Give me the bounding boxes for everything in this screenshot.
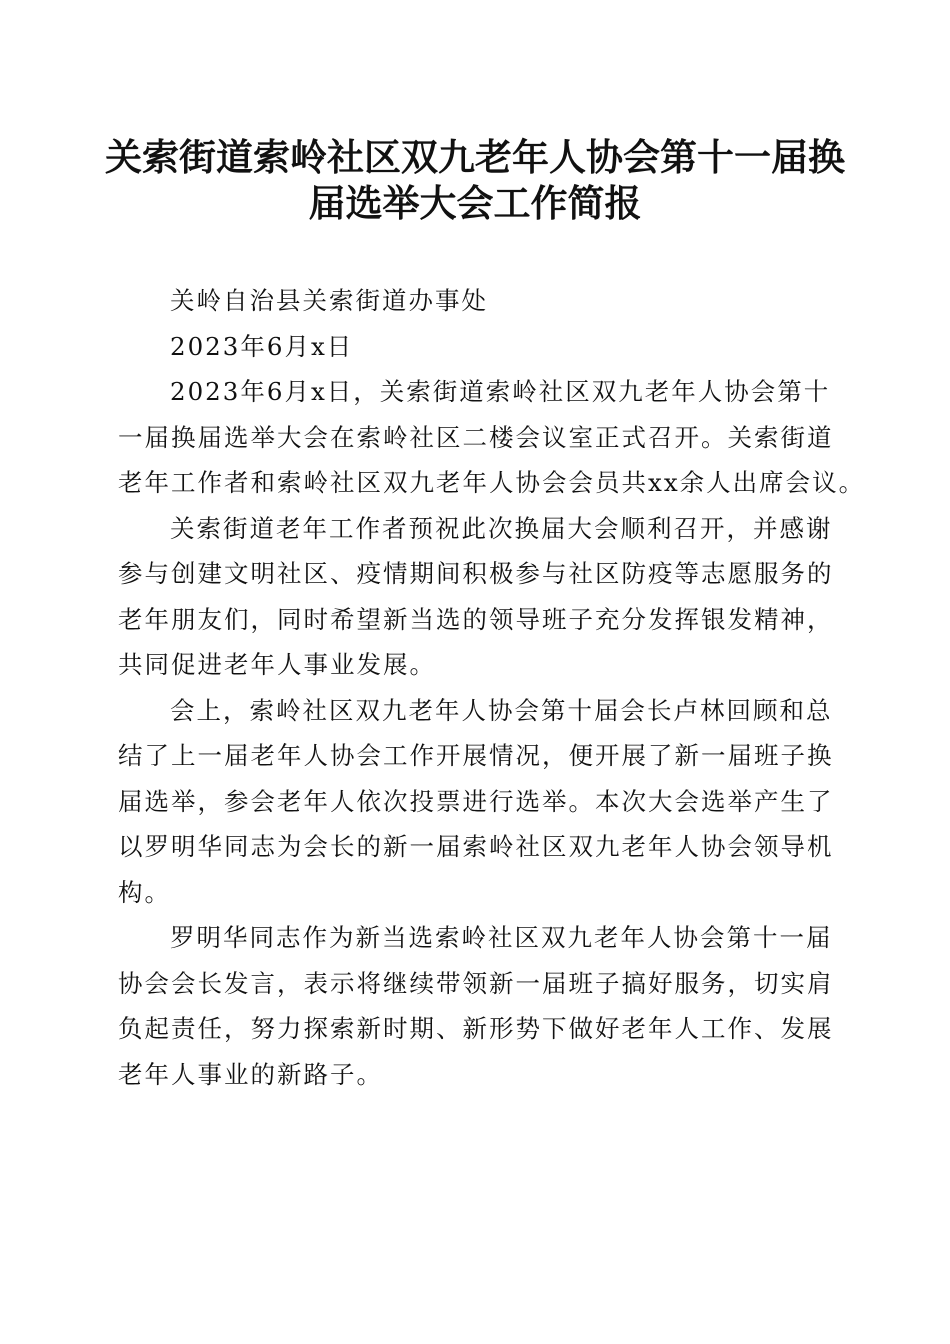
document-body [118,278,866,1097]
paragraph-line: 协会会长发言，表示将继续带领新一届班子搞好服务，切实肩 [118,968,834,998]
document-title [100,134,850,226]
paragraph-line: 老年工作者和索岭社区双九老年人协会会员共xx余人出席会议。 [118,468,866,497]
paragraph-line: 以罗明华同志为会长的新一届索岭社区双九老年人协会领导机 [118,832,834,861]
paragraph-line: 负起责任，努力探索新时期、新形势下做好老年人工作、发展 [118,1014,834,1043]
paragraph-line: 结了上一届老年人协会工作开展情况，便开展了新一届班子换 [118,741,834,770]
paragraph-line: 老年人事业的新路子。 [118,1059,383,1089]
paragraph-line: 参与创建文明社区、疫情期间积极参与社区防疫等志愿服务的 [118,559,834,588]
title-line: 届选举大会工作简报 [308,181,642,225]
issuer-line: 关岭自治县关索街道办事处 [170,286,488,315]
paragraph-line: 构。 [118,877,171,907]
paragraph-1 [118,369,866,506]
paragraph-line: 2023年6月x日，关索街道索岭社区双九老年人协会第十 [170,377,831,406]
paragraph-line: 届选举，参会老年人依次投票进行选举。本次大会选举产生了 [118,786,834,816]
paragraph-line: 关索街道老年工作者预祝此次换届大会顺利召开，并感谢 [170,513,833,543]
date-line: 2023年6月x日 [170,331,354,361]
title-line: 关索街道索岭社区双九老年人协会第十一届换 [105,135,845,179]
paragraph-2 [118,506,834,688]
paragraph-line: 共同促进老年人事业发展。 [118,650,436,679]
paragraph-line: 一届换届选举大会在索岭社区二楼会议室正式召开。关索街道 [118,422,834,452]
paragraph-line: 老年朋友们，同时希望新当选的领导班子充分发挥银发精神， [118,604,834,634]
paragraph-3 [118,688,834,916]
paragraph-line: 罗明华同志作为新当选索岭社区双九老年人协会第十一届 [170,923,833,952]
paragraph-4 [118,915,834,1097]
paragraph-line: 会上，索岭社区双九老年人协会第十届会长卢林回顾和总 [170,695,833,725]
